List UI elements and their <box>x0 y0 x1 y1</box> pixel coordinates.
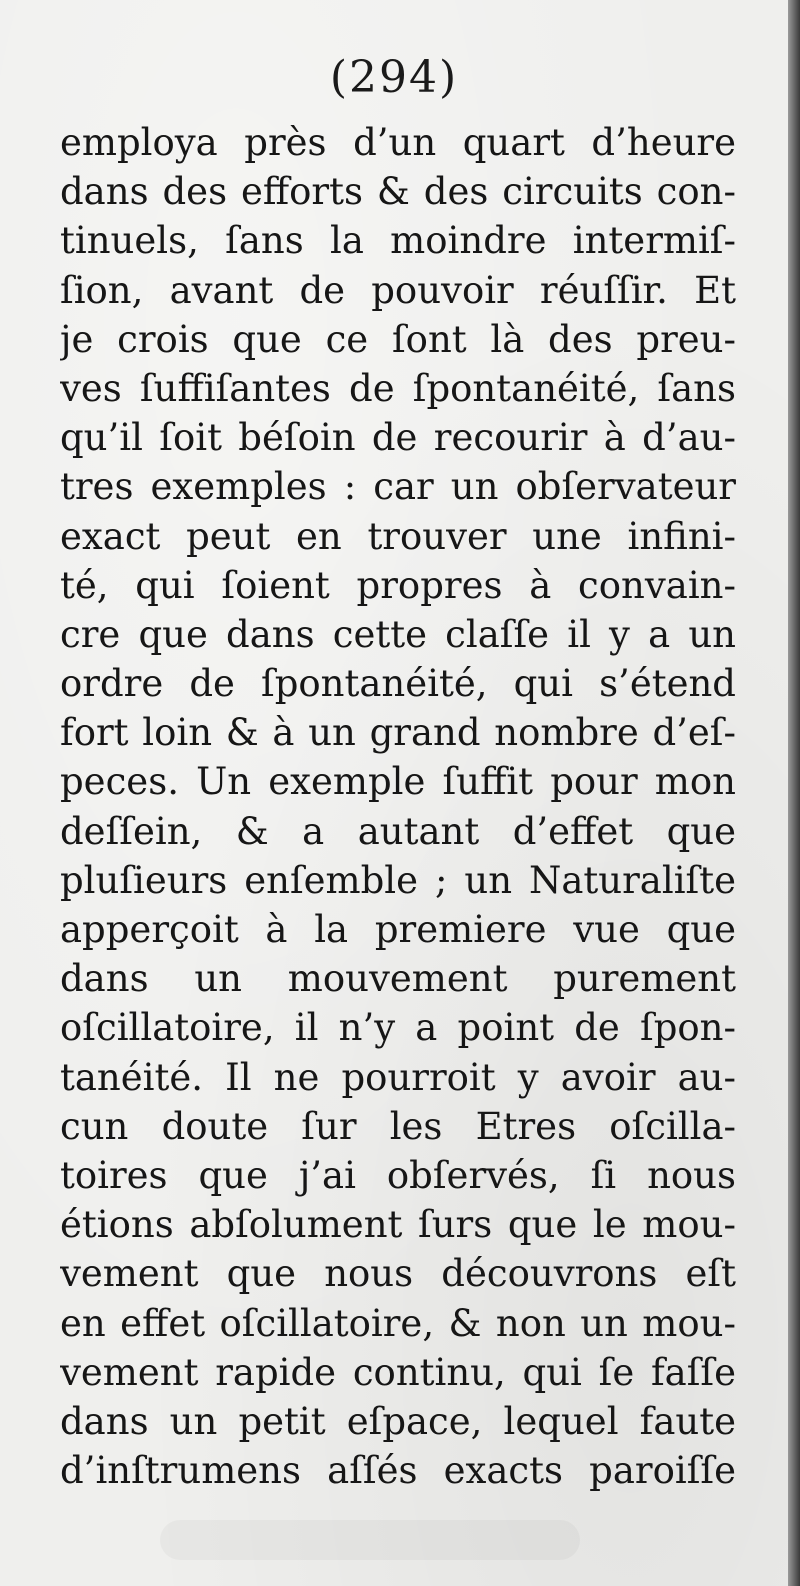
text-line: fort loin & à un grand nombre d’eſ- <box>60 711 736 755</box>
show-through-shadow <box>160 1520 580 1560</box>
text-line: ſion, avant de pouvoir réuſſir. Et <box>60 268 736 312</box>
text-line: qu’il ſoit béſoin de recourir à d’au- <box>60 416 736 460</box>
body-text <box>60 118 736 1495</box>
text-line: peces. Un exemple ſuffit pour mon <box>60 760 736 804</box>
text-line: employa près d’un quart d’heure <box>60 121 736 164</box>
text-line: étions abſolument ſurs que le mou- <box>60 1203 736 1247</box>
text-line: pluſieurs enſemble ; un Naturaliſte <box>60 858 736 902</box>
text-line: ordre de ſpontanéité, qui s’étend <box>60 662 736 706</box>
page-edge-shadow <box>788 0 800 1586</box>
text-line: tinuels, ſans la moindre intermiſ- <box>60 219 736 263</box>
page-number: (294) <box>329 52 459 103</box>
text-line: dans un mouvement purement <box>60 957 736 1001</box>
text-line: en effet oſcillatoire, & non un mou- <box>60 1301 736 1345</box>
text-line: té, qui ſoient propres à convain- <box>60 563 736 607</box>
text-line: deſſein, & a autant d’effet que <box>60 809 736 853</box>
text-line: apperçoit à la premiere vue que <box>60 908 736 951</box>
text-line: dans des efforts & des circuits con- <box>60 170 736 214</box>
text-line: toires que j’ai obſervés, ſi nous <box>60 1153 736 1197</box>
text-line: oſcillatoire, il n’y a point de ſpon- <box>60 1006 736 1050</box>
text-line: cun doute ſur les Etres oſcilla- <box>60 1104 736 1148</box>
text-line: je crois que ce ſont là des preu- <box>60 317 736 361</box>
text-line: tanéité. Il ne pourroit y avoir au- <box>60 1055 736 1099</box>
text-line: ves ſuffiſantes de ſpontanéité, ſans <box>60 366 736 410</box>
text-line: tres exemples : car un obſervateur <box>60 465 736 509</box>
text-line: vement que nous découvrons eſt <box>60 1252 736 1296</box>
text-line: vement rapide continu, qui ſe faſſe <box>60 1350 736 1394</box>
text-line: dans un petit eſpace, lequel faute <box>60 1399 736 1443</box>
text-line: cre que dans cette claſſe il y a un <box>60 612 736 656</box>
text-line: exact peut en trouver une infini- <box>60 514 736 558</box>
text-line: d’inſtrumens aſſés exacts paroiſſe <box>60 1449 736 1493</box>
